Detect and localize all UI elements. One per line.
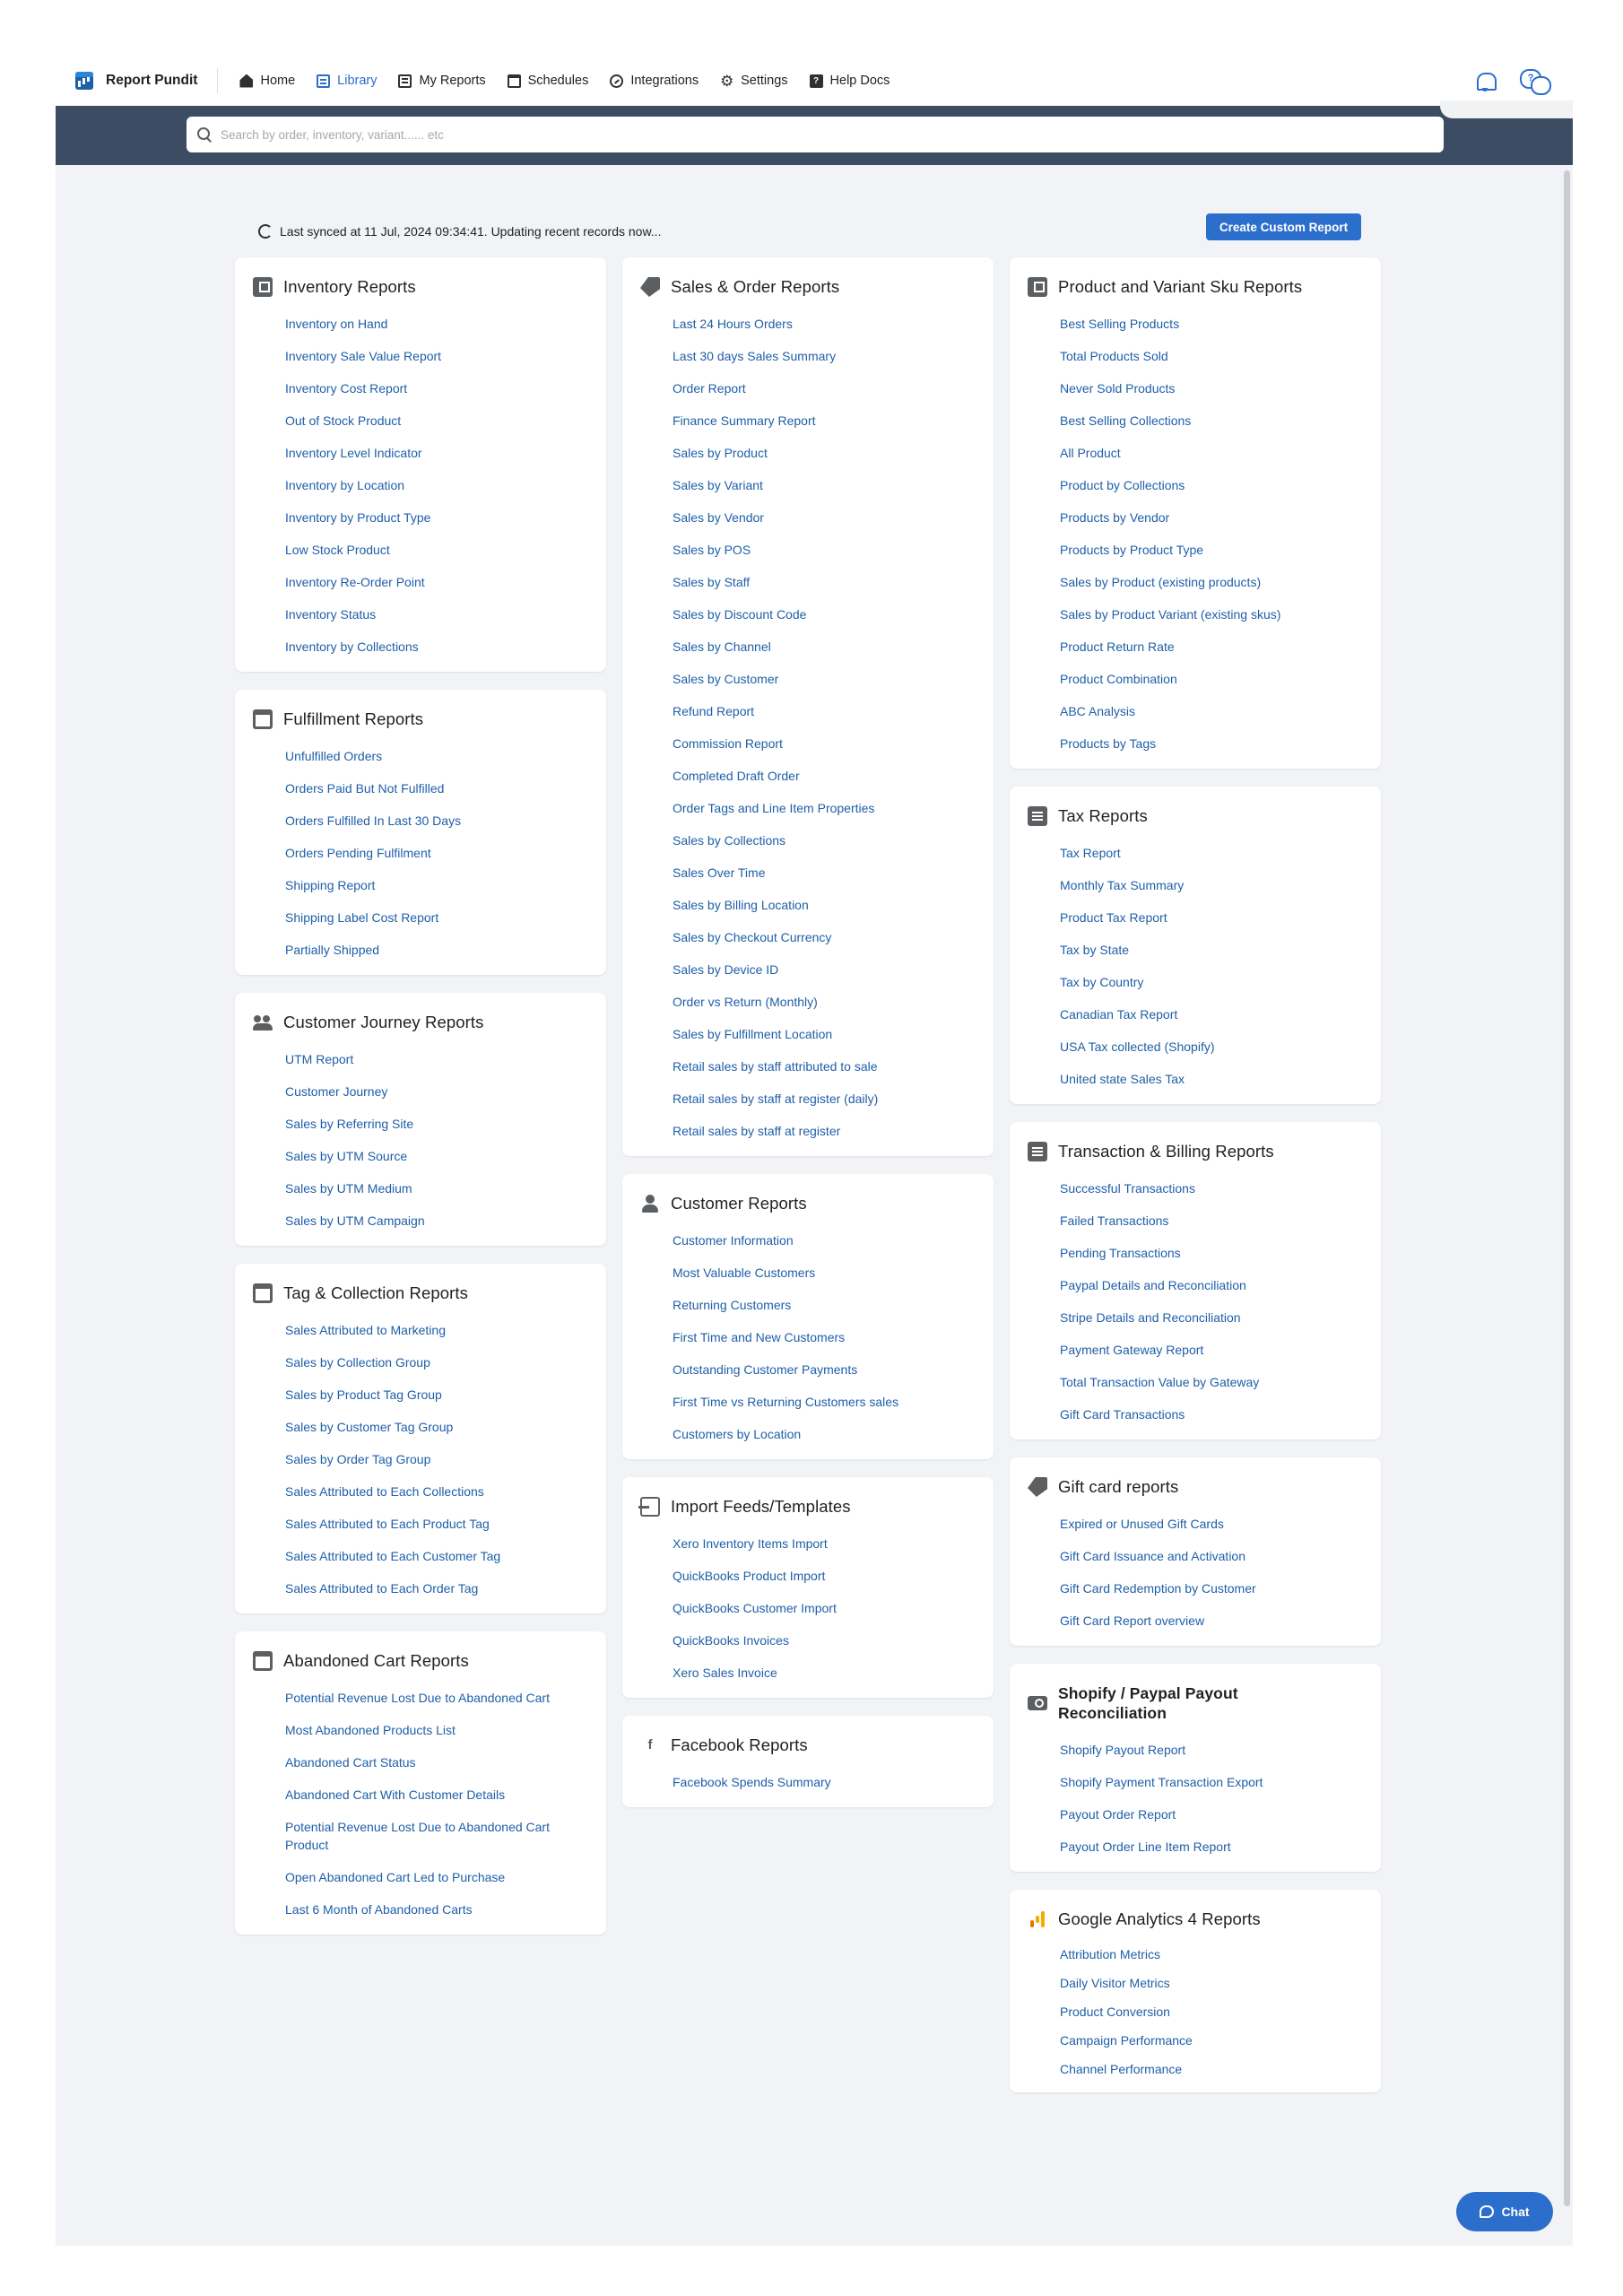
integrations-icon <box>610 74 623 88</box>
report-link[interactable]: Sales by Product (existing products) <box>1060 575 1262 589</box>
report-link[interactable]: Sales by Collections <box>673 833 786 848</box>
report-link[interactable]: Sales Attributed to Each Collections <box>285 1484 484 1499</box>
report-link[interactable]: Abandoned Cart Status <box>285 1755 416 1770</box>
search-input[interactable] <box>221 128 1444 142</box>
collection-icon <box>253 1283 273 1303</box>
report-link[interactable]: Sales Attributed to Each Order Tag <box>285 1581 479 1596</box>
card-fulfillment-reports <box>235 690 606 975</box>
card-import-feeds <box>622 1477 994 1698</box>
payout-icon <box>1028 1696 1047 1710</box>
report-link[interactable]: Low Stock Product <box>285 543 390 557</box>
card-title: Sales & Order Reports <box>671 277 840 296</box>
report-link[interactable]: Last 30 days Sales Summary <box>673 349 837 363</box>
gear-icon: ⚙ <box>720 72 734 90</box>
top-navigation <box>56 54 1573 108</box>
card-tag-collection-reports <box>235 1264 606 1613</box>
report-link[interactable]: Order vs Return (Monthly) <box>673 995 818 1009</box>
report-pundit-logo-icon <box>75 72 93 90</box>
search-icon <box>197 127 212 142</box>
card-title: Tax Reports <box>1058 806 1148 825</box>
report-link[interactable]: Best Selling Collections <box>1060 413 1192 428</box>
report-link[interactable]: Orders Pending Fulfilment <box>285 846 431 860</box>
card-product-variant-reports <box>1010 257 1381 769</box>
nav-settings-label: Settings <box>741 74 788 88</box>
report-link[interactable]: Sales by Staff <box>673 575 751 589</box>
nav-help-docs-label: Help Docs <box>829 74 890 88</box>
report-link[interactable]: Sales Attributed to Each Customer Tag <box>285 1549 501 1563</box>
report-link[interactable]: Sales by Product Tag Group <box>285 1387 442 1402</box>
report-link[interactable]: Shopify Payout Report <box>1060 1743 1186 1757</box>
report-link[interactable]: QuickBooks Customer Import <box>673 1601 837 1615</box>
report-link[interactable]: Canadian Tax Report <box>1060 1007 1178 1022</box>
report-link[interactable]: QuickBooks Invoices <box>673 1633 789 1648</box>
card-transaction-billing-reports <box>1010 1122 1381 1439</box>
report-link[interactable]: Sales Over Time <box>673 865 766 880</box>
nav-integrations[interactable] <box>610 74 699 88</box>
report-link-list <box>1028 308 1363 760</box>
report-link-list <box>640 1766 976 1798</box>
report-link-list <box>253 308 588 663</box>
facebook-icon: f <box>647 1737 653 1752</box>
report-link[interactable]: Gift Card Redemption by Customer <box>1060 1581 1256 1596</box>
report-link[interactable]: Stripe Details and Reconciliation <box>1060 1310 1241 1325</box>
report-link-list <box>640 1527 976 1689</box>
calendar-icon <box>508 74 521 88</box>
help-icon: ? <box>810 74 823 88</box>
report-link[interactable]: Attribution Metrics <box>1060 1947 1161 1961</box>
nav-schedules-label: Schedules <box>527 74 589 88</box>
report-link[interactable]: UTM Report <box>285 1052 354 1066</box>
report-column-3 <box>1010 257 1381 2110</box>
report-link[interactable]: Partially Shipped <box>285 943 380 957</box>
report-link[interactable]: Sales by Vendor <box>673 510 764 525</box>
report-link[interactable]: Customers by Location <box>673 1427 802 1441</box>
report-link[interactable]: Paypal Details and Reconciliation <box>1060 1278 1246 1292</box>
card-abandoned-cart-reports <box>235 1631 606 1935</box>
report-link-list <box>1028 1734 1363 1863</box>
report-link[interactable]: Never Sold Products <box>1060 381 1176 396</box>
report-link[interactable]: Payout Order Line Item Report <box>1060 1839 1231 1854</box>
card-title: Gift card reports <box>1058 1477 1179 1496</box>
report-link[interactable]: First Time vs Returning Customers sales <box>673 1395 899 1409</box>
tax-icon <box>1028 806 1047 826</box>
report-link[interactable]: Orders Fulfilled In Last 30 Days <box>285 813 462 828</box>
analytics-icon <box>1028 1909 1047 1929</box>
report-link[interactable]: Sales by POS <box>673 543 751 557</box>
report-link[interactable]: Sales by UTM Campaign <box>285 1213 425 1228</box>
report-link-list <box>640 308 976 1147</box>
sync-status-text: Last synced at 11 Jul, 2024 09:34:41. Updating recent records now... <box>280 224 662 239</box>
nav-help-docs[interactable] <box>810 74 890 88</box>
card-google-analytics-reports <box>1010 1890 1381 2092</box>
report-link[interactable]: Most Valuable Customers <box>673 1265 816 1280</box>
card-title: Customer Journey Reports <box>283 1013 484 1031</box>
report-link[interactable]: Sales by Device ID <box>673 962 779 977</box>
gift-card-icon <box>1028 1477 1047 1497</box>
nav-integrations-label: Integrations <box>630 74 699 88</box>
card-customer-journey-reports <box>235 993 606 1246</box>
nav-schedules[interactable] <box>508 74 589 88</box>
report-link[interactable]: Gift Card Report overview <box>1060 1613 1205 1628</box>
nav-right-actions <box>1474 68 1549 93</box>
chat-button-label: Chat <box>1501 2205 1530 2219</box>
card-gift-card-reports <box>1010 1457 1381 1646</box>
report-link[interactable]: Inventory Sale Value Report <box>285 349 442 363</box>
tag-icon <box>640 277 660 297</box>
report-link[interactable]: Shipping Label Cost Report <box>285 910 439 925</box>
product-icon <box>1028 277 1047 297</box>
nav-library-label: Library <box>337 74 378 88</box>
report-link-list <box>1028 1172 1363 1431</box>
report-link[interactable]: Completed Draft Order <box>673 769 800 783</box>
report-link[interactable]: Failed Transactions <box>1060 1213 1169 1228</box>
report-link[interactable]: Inventory by Location <box>285 478 405 492</box>
home-icon <box>239 74 253 88</box>
report-link[interactable]: Inventory Cost Report <box>285 381 408 396</box>
report-link[interactable]: ABC Analysis <box>1060 704 1136 718</box>
report-link[interactable]: Product Return Rate <box>1060 639 1175 654</box>
report-link[interactable]: Total Transaction Value by Gateway <box>1060 1375 1260 1389</box>
report-link[interactable]: Abandoned Cart With Customer Details <box>285 1787 506 1802</box>
report-link[interactable]: Retail sales by staff attributed to sale <box>673 1059 878 1074</box>
report-link[interactable]: Unfulfilled Orders <box>285 749 383 763</box>
card-title: Fulfillment Reports <box>283 709 424 728</box>
report-column-2 <box>622 257 994 1825</box>
report-link[interactable]: Inventory Level Indicator <box>285 446 422 460</box>
import-icon <box>640 1497 660 1517</box>
report-link[interactable]: Tax by State <box>1060 943 1130 957</box>
report-link[interactable]: Sales by Billing Location <box>673 898 809 912</box>
report-link[interactable]: Most Abandoned Products List <box>285 1723 456 1737</box>
report-link[interactable]: Sales by Customer Tag Group <box>285 1420 454 1434</box>
card-title: Customer Reports <box>671 1194 807 1213</box>
notification-bell-icon[interactable] <box>1474 69 1496 92</box>
create-custom-report-button[interactable]: Create Custom Report <box>1206 213 1361 240</box>
card-title: Transaction & Billing Reports <box>1058 1142 1274 1161</box>
card-tax-reports <box>1010 787 1381 1104</box>
card-payout-reconciliation <box>1010 1664 1381 1872</box>
report-link-list <box>253 740 588 966</box>
report-link[interactable]: Tax Report <box>1060 846 1121 860</box>
report-link[interactable]: Orders Paid But Not Fulfilled <box>285 781 445 796</box>
report-link[interactable]: Expired or Unused Gift Cards <box>1060 1517 1224 1531</box>
report-link[interactable]: Products by Tags <box>1060 736 1157 751</box>
report-link[interactable]: Gift Card Issuance and Activation <box>1060 1549 1245 1563</box>
report-link[interactable]: Monthly Tax Summary <box>1060 878 1185 892</box>
search-box[interactable] <box>187 117 1444 152</box>
report-link[interactable]: Xero Sales Invoice <box>673 1665 777 1680</box>
report-link[interactable]: Refund Report <box>673 704 755 718</box>
support-chat-icon[interactable] <box>1519 68 1549 93</box>
report-link[interactable]: Sales by Discount Code <box>673 607 807 622</box>
report-link[interactable]: Last 24 Hours Orders <box>673 317 793 331</box>
report-link[interactable]: Payment Gateway Report <box>1060 1343 1204 1357</box>
report-link-list <box>253 1043 588 1237</box>
report-link[interactable]: Inventory by Product Type <box>285 510 431 525</box>
report-link[interactable]: Sales by Collection Group <box>285 1355 430 1370</box>
report-link[interactable]: Product Conversion <box>1060 2005 1170 2019</box>
card-inventory-reports <box>235 257 606 672</box>
report-link[interactable]: Tax by Country <box>1060 975 1144 989</box>
library-icon <box>317 74 330 88</box>
report-link[interactable]: Sales by Order Tag Group <box>285 1452 431 1466</box>
report-link[interactable]: Sales Attributed to Each Product Tag <box>285 1517 490 1531</box>
search-band <box>56 106 1573 165</box>
report-link[interactable]: Product Tax Report <box>1060 910 1167 925</box>
report-link[interactable]: Products by Product Type <box>1060 543 1204 557</box>
report-link[interactable]: Order Report <box>673 381 746 396</box>
nav-library[interactable] <box>317 74 377 88</box>
report-link[interactable]: Shipping Report <box>285 878 376 892</box>
nav-my-reports-label: My Reports <box>419 74 486 88</box>
sync-icon <box>258 224 273 239</box>
report-link-list <box>253 1682 588 1926</box>
report-link[interactable]: Daily Visitor Metrics <box>1060 1976 1170 1990</box>
person-icon <box>640 1194 660 1213</box>
report-link[interactable]: Gift Card Transactions <box>1060 1407 1185 1422</box>
report-link[interactable]: Retail sales by staff at register <box>673 1124 841 1138</box>
report-link[interactable]: Commission Report <box>673 736 783 751</box>
report-link[interactable]: Sales by Customer <box>673 672 779 686</box>
report-link[interactable]: QuickBooks Product Import <box>673 1569 826 1583</box>
cart-icon <box>253 1651 273 1671</box>
card-title: Google Analytics 4 Reports <box>1058 1909 1261 1928</box>
report-link[interactable]: USA Tax collected (Shopify) <box>1060 1039 1215 1054</box>
brand-name: Report Pundit <box>106 73 198 88</box>
card-facebook-reports <box>622 1716 994 1807</box>
report-link[interactable]: Inventory on Hand <box>285 317 388 331</box>
sync-status <box>258 224 661 239</box>
report-link[interactable]: Facebook Spends Summary <box>673 1775 831 1789</box>
report-column-1 <box>235 257 606 1952</box>
card-sales-order-reports <box>622 257 994 1156</box>
band-tab <box>1440 100 1573 118</box>
report-link[interactable]: Xero Inventory Items Import <box>673 1536 828 1551</box>
report-link-list <box>1028 1940 1363 2083</box>
card-title: Abandoned Cart Reports <box>283 1651 469 1670</box>
card-title: Import Feeds/Templates <box>671 1497 851 1516</box>
report-link[interactable]: Sales by Checkout Currency <box>673 930 832 944</box>
report-link[interactable]: Customer Journey <box>285 1084 388 1099</box>
report-link[interactable]: Retail sales by staff at register (daily) <box>673 1091 879 1106</box>
report-link[interactable]: Out of Stock Product <box>285 413 402 428</box>
report-link[interactable]: United state Sales Tax <box>1060 1072 1185 1086</box>
chat-widget-button[interactable] <box>1456 2192 1553 2231</box>
card-title: Product and Variant Sku Reports <box>1058 277 1303 296</box>
report-link[interactable]: Sales by Channel <box>673 639 771 654</box>
report-link-list <box>253 1314 588 1605</box>
report-link[interactable]: Sales Attributed to Marketing <box>285 1323 446 1337</box>
report-link[interactable]: Pending Transactions <box>1060 1246 1181 1260</box>
report-link[interactable]: Sales by Product <box>673 446 768 460</box>
nav-home-label: Home <box>260 74 296 88</box>
nav-settings[interactable] <box>720 74 787 88</box>
fulfillment-icon <box>253 709 273 729</box>
report-link[interactable]: Returning Customers <box>673 1298 792 1312</box>
card-title: Shopify / Paypal Payout Reconciliation <box>1058 1684 1238 1722</box>
report-link[interactable]: Products by Vendor <box>1060 510 1170 525</box>
report-link[interactable]: Finance Summary Report <box>673 413 816 428</box>
report-link[interactable]: Sales by Fulfillment Location <box>673 1027 833 1041</box>
report-link[interactable]: Sales by Variant <box>673 478 763 492</box>
card-title: Inventory Reports <box>283 277 416 296</box>
report-link[interactable]: Best Selling Products <box>1060 317 1180 331</box>
people-icon <box>253 1013 273 1032</box>
scrollbar[interactable] <box>1564 170 1570 2206</box>
report-link[interactable]: Customer Information <box>673 1233 794 1248</box>
inventory-icon <box>253 277 273 297</box>
report-link-list <box>1028 837 1363 1095</box>
report-link[interactable]: Product by Collections <box>1060 478 1185 492</box>
nav-my-reports[interactable] <box>398 74 485 88</box>
report-link[interactable]: Campaign Performance <box>1060 2033 1193 2048</box>
report-link[interactable]: First Time and New Customers <box>673 1330 846 1344</box>
report-link[interactable]: Inventory Status <box>285 607 377 622</box>
report-link[interactable]: Potential Revenue Lost Due to Abandoned Cart <box>285 1691 550 1705</box>
report-link-list <box>1028 1508 1363 1637</box>
chat-bubble-icon <box>1480 2205 1494 2218</box>
brand[interactable] <box>75 68 218 93</box>
report-link[interactable]: Channel Performance <box>1060 2062 1183 2076</box>
report-link[interactable]: Open Abandoned Cart Led to Purchase <box>285 1870 506 1884</box>
nav-home[interactable] <box>239 74 295 88</box>
report-link[interactable]: All Product <box>1060 446 1121 460</box>
report-link[interactable]: Potential Revenue Lost Due to Abandoned Cart Product <box>285 1820 550 1852</box>
report-link[interactable]: Sales by UTM Medium <box>285 1181 412 1196</box>
report-link[interactable]: Last 6 Month of Abandoned Carts <box>285 1902 473 1917</box>
report-link[interactable]: Sales by UTM Source <box>285 1149 408 1163</box>
reports-icon <box>398 74 412 88</box>
report-link-list <box>640 1224 976 1450</box>
report-link[interactable]: Order Tags and Line Item Properties <box>673 801 875 815</box>
report-link[interactable]: Sales by Product Variant (existing skus) <box>1060 607 1281 622</box>
report-link[interactable]: Product Combination <box>1060 672 1177 686</box>
report-link[interactable]: Inventory Re-Order Point <box>285 575 425 589</box>
report-link[interactable]: Sales by Referring Site <box>285 1117 414 1131</box>
report-link[interactable]: Total Products Sold <box>1060 349 1168 363</box>
report-link[interactable]: Outstanding Customer Payments <box>673 1362 858 1377</box>
card-customer-reports <box>622 1174 994 1459</box>
card-title: Facebook Reports <box>671 1735 808 1754</box>
card-title: Tag & Collection Reports <box>283 1283 468 1302</box>
billing-icon <box>1028 1142 1047 1161</box>
report-link[interactable]: Successful Transactions <box>1060 1181 1195 1196</box>
report-link[interactable]: Payout Order Report <box>1060 1807 1176 1822</box>
report-link[interactable]: Shopify Payment Transaction Export <box>1060 1775 1263 1789</box>
report-link[interactable]: Inventory by Collections <box>285 639 419 654</box>
